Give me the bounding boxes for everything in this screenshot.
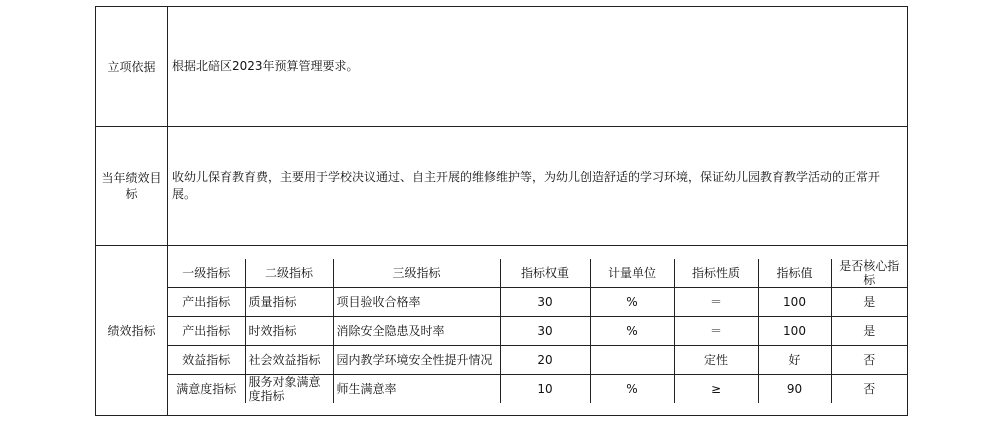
cell-unit: % (590, 316, 674, 345)
indicator-header-row (168, 259, 907, 288)
cell-weight: 30 (500, 287, 590, 316)
cell-level1: 产出指标 (168, 287, 245, 316)
cell-value: 100 (758, 316, 831, 345)
table-row (168, 374, 907, 403)
header-level2: 二级指标 (245, 259, 333, 288)
basis-label: 立项依据 (96, 7, 168, 127)
cell-nature: ≥ (674, 374, 758, 403)
cell-level3: 师生满意率 (333, 374, 500, 403)
goal-text: 收幼儿保育教育费，主要用于学校决议通过、自主开展的维修维护等，为幼儿创造舒适的学习环境，保证幼儿园教育教学活动的正常开展。 (168, 127, 908, 246)
cell-nature: ＝ (674, 316, 758, 345)
cell-core: 否 (831, 345, 907, 374)
cell-value: 100 (758, 287, 831, 316)
cell-level1: 满意度指标 (168, 374, 245, 403)
indicators-label: 绩效指标 (96, 246, 168, 416)
cell-core: 是 (831, 287, 907, 316)
indicators-row (96, 246, 908, 416)
cell-nature: 定性 (674, 345, 758, 374)
cell-level2: 服务对象满意度指标 (245, 374, 333, 403)
cell-value: 好 (758, 345, 831, 374)
cell-weight: 30 (500, 316, 590, 345)
cell-level2: 时效指标 (245, 316, 333, 345)
table-row (168, 345, 907, 374)
cell-level2: 社会效益指标 (245, 345, 333, 374)
header-nature: 指标性质 (674, 259, 758, 288)
table-row (168, 287, 907, 316)
indicators-cell (168, 246, 908, 416)
cell-nature: ＝ (674, 287, 758, 316)
cell-level1: 产出指标 (168, 316, 245, 345)
header-unit: 计量单位 (590, 259, 674, 288)
cell-unit: % (590, 374, 674, 403)
cell-level3: 项目验收合格率 (333, 287, 500, 316)
cell-unit (590, 345, 674, 374)
table-row (168, 316, 907, 345)
cell-core: 否 (831, 374, 907, 403)
cell-weight: 20 (500, 345, 590, 374)
cell-core: 是 (831, 316, 907, 345)
header-value: 指标值 (758, 259, 831, 288)
cell-weight: 10 (500, 374, 590, 403)
header-core: 是否核心指标 (831, 259, 907, 288)
cell-level2: 质量指标 (245, 287, 333, 316)
cell-value: 90 (758, 374, 831, 403)
project-performance-table (95, 6, 908, 416)
cell-unit: % (590, 287, 674, 316)
basis-row (96, 7, 908, 127)
cell-level3: 园内教学环境安全性提升情况 (333, 345, 500, 374)
basis-text: 根据北碚区2023年预算管理要求。 (168, 7, 908, 127)
goal-row (96, 127, 908, 246)
header-level3: 三级指标 (333, 259, 500, 288)
indicator-table (168, 259, 907, 403)
cell-level3: 消除安全隐患及时率 (333, 316, 500, 345)
goal-label: 当年绩效目标 (96, 127, 168, 246)
header-level1: 一级指标 (168, 259, 245, 288)
header-weight: 指标权重 (500, 259, 590, 288)
cell-level1: 效益指标 (168, 345, 245, 374)
